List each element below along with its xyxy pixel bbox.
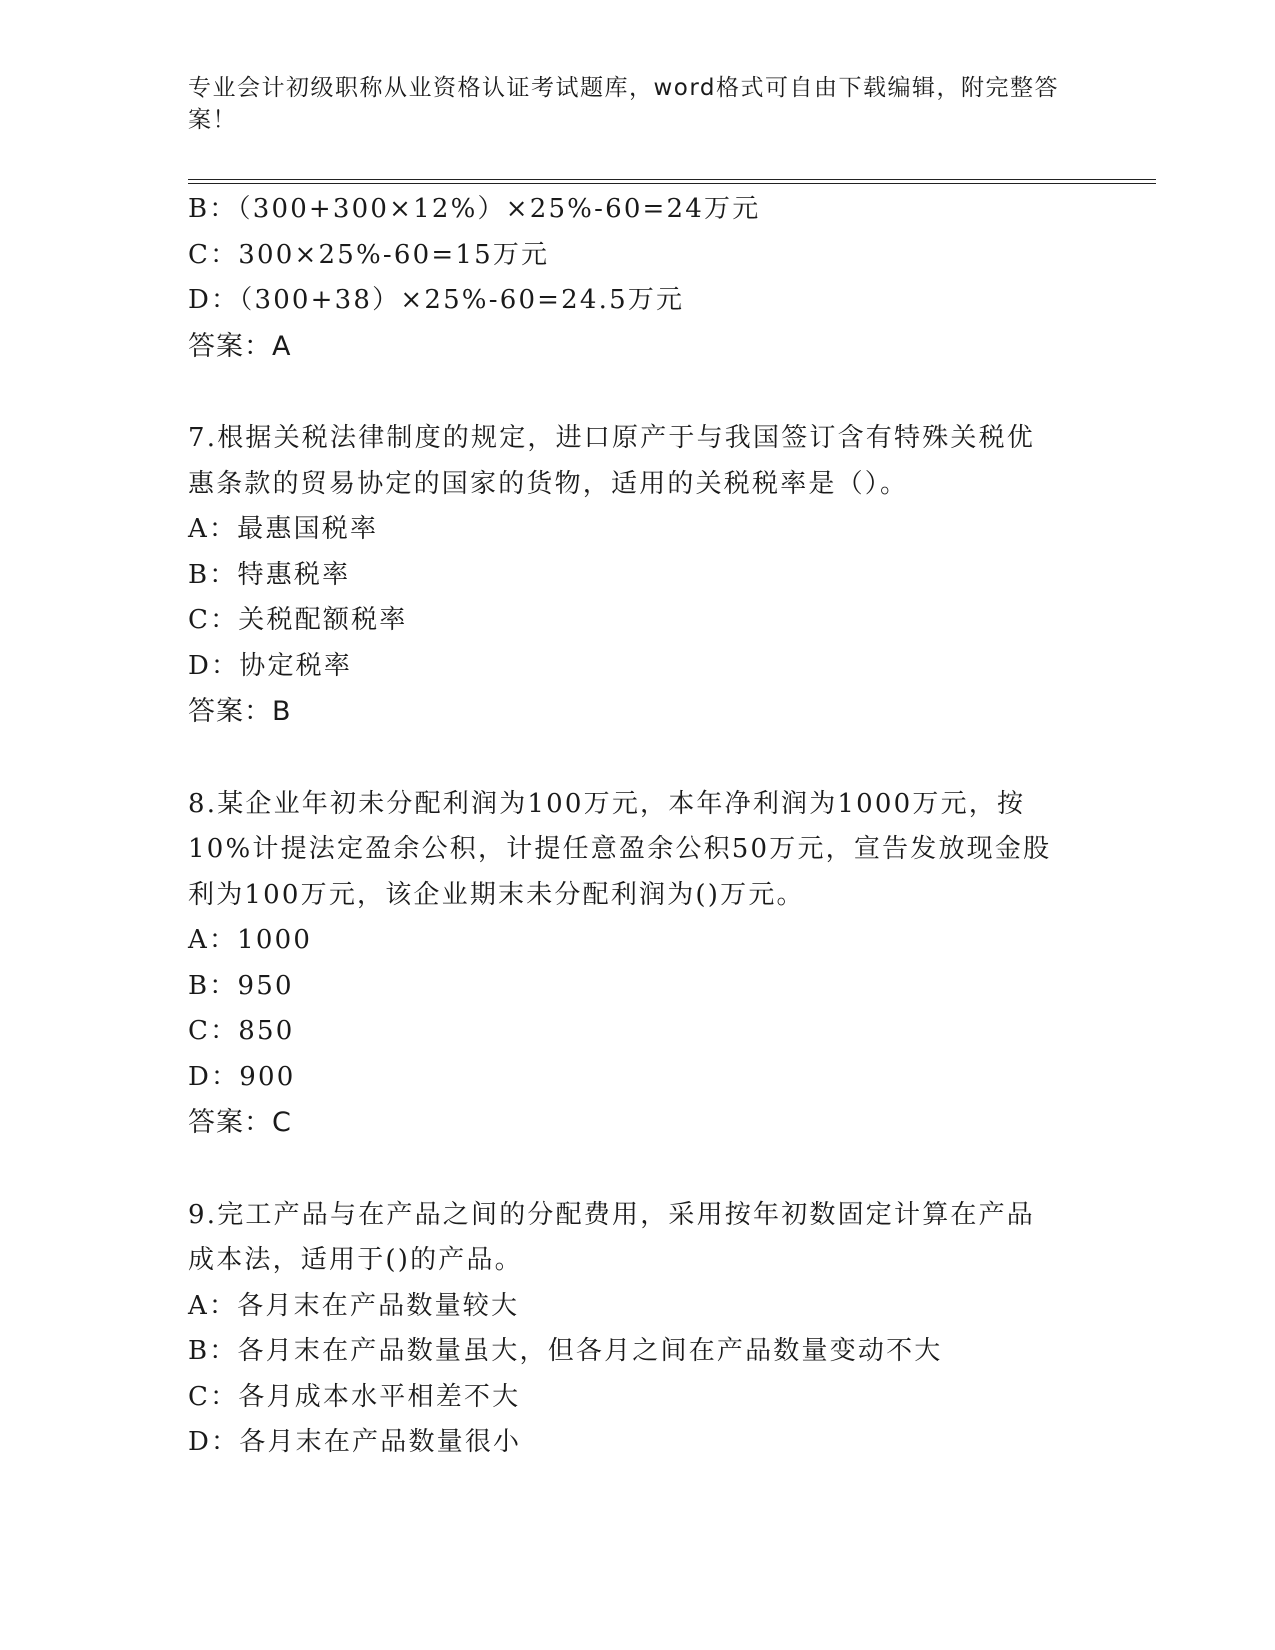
q6-option-b: B：（300+300×12%）×25%-60=24万元	[188, 194, 761, 224]
question-9	[188, 1193, 1088, 1466]
q7-option-a: A：最惠国税率	[188, 514, 379, 544]
q7-answer: 答案：B	[188, 696, 292, 727]
q7-option-b: B：特惠税率	[188, 559, 351, 590]
q9-option-b: B：各月末在产品数量虽大，但各月之间在产品数量变动不大	[188, 1336, 943, 1366]
q8-stem-line-2: 10%计提法定盈余公积，计提任意盈余公积50万元，宣告发放现金股	[188, 834, 1052, 864]
question-6-tail	[188, 187, 1088, 369]
q7-option-c: C：关税配额税率	[188, 605, 408, 635]
q9-option-a: A：各月末在产品数量较大	[188, 1290, 520, 1321]
header-text-line-1: 专业会计初级职称从业资格认证考试题库，word格式可自由下载编辑，附完整答	[188, 75, 1060, 101]
q7-option-d: D：协定税率	[188, 650, 353, 681]
q8-option-c: C：850	[188, 1016, 295, 1046]
question-spacer	[188, 735, 1088, 782]
q6-option-c: C：300×25%-60=15万元	[188, 239, 550, 270]
q7-stem-line-1: 7.根据关税法律制度的规定，进口原产于与我国签订含有特殊关税优	[188, 423, 1036, 453]
question-spacer	[188, 369, 1088, 416]
q8-stem-line-3: 利为100万元，该企业期末未分配利润为()万元。	[188, 879, 805, 910]
question-8	[188, 782, 1088, 1146]
page-header	[188, 72, 1068, 136]
q8-option-a: A：1000	[188, 925, 313, 955]
q9-option-c: C：各月成本水平相差不大	[188, 1381, 521, 1412]
question-7	[188, 416, 1088, 735]
question-list	[188, 187, 1088, 1466]
q7-stem-line-2: 惠条款的贸易协定的国家的货物，适用的关税税率是（）。	[188, 468, 909, 499]
header-text-line-2: 案！	[188, 107, 237, 133]
q8-answer: 答案：C	[188, 1107, 292, 1138]
q8-stem-line-1: 8.某企业年初未分配利润为100万元，本年净利润为1000万元，按	[188, 788, 1026, 819]
q9-stem-line-1: 9.完工产品与在产品之间的分配费用，采用按年初数固定计算在产品	[188, 1199, 1036, 1230]
q6-answer: 答案：A	[188, 330, 292, 362]
question-spacer	[188, 1146, 1088, 1193]
header-divider-top	[188, 179, 1156, 180]
header-divider-bottom	[188, 183, 1156, 184]
q9-stem-line-2: 成本法，适用于()的产品。	[188, 1245, 523, 1275]
q8-option-b: B：950	[188, 970, 294, 1001]
q9-option-d: D：各月末在产品数量很小	[188, 1427, 522, 1457]
q8-option-d: D：900	[188, 1061, 296, 1092]
q6-option-d: D：（300+38）×25%-60=24.5万元	[188, 285, 685, 315]
